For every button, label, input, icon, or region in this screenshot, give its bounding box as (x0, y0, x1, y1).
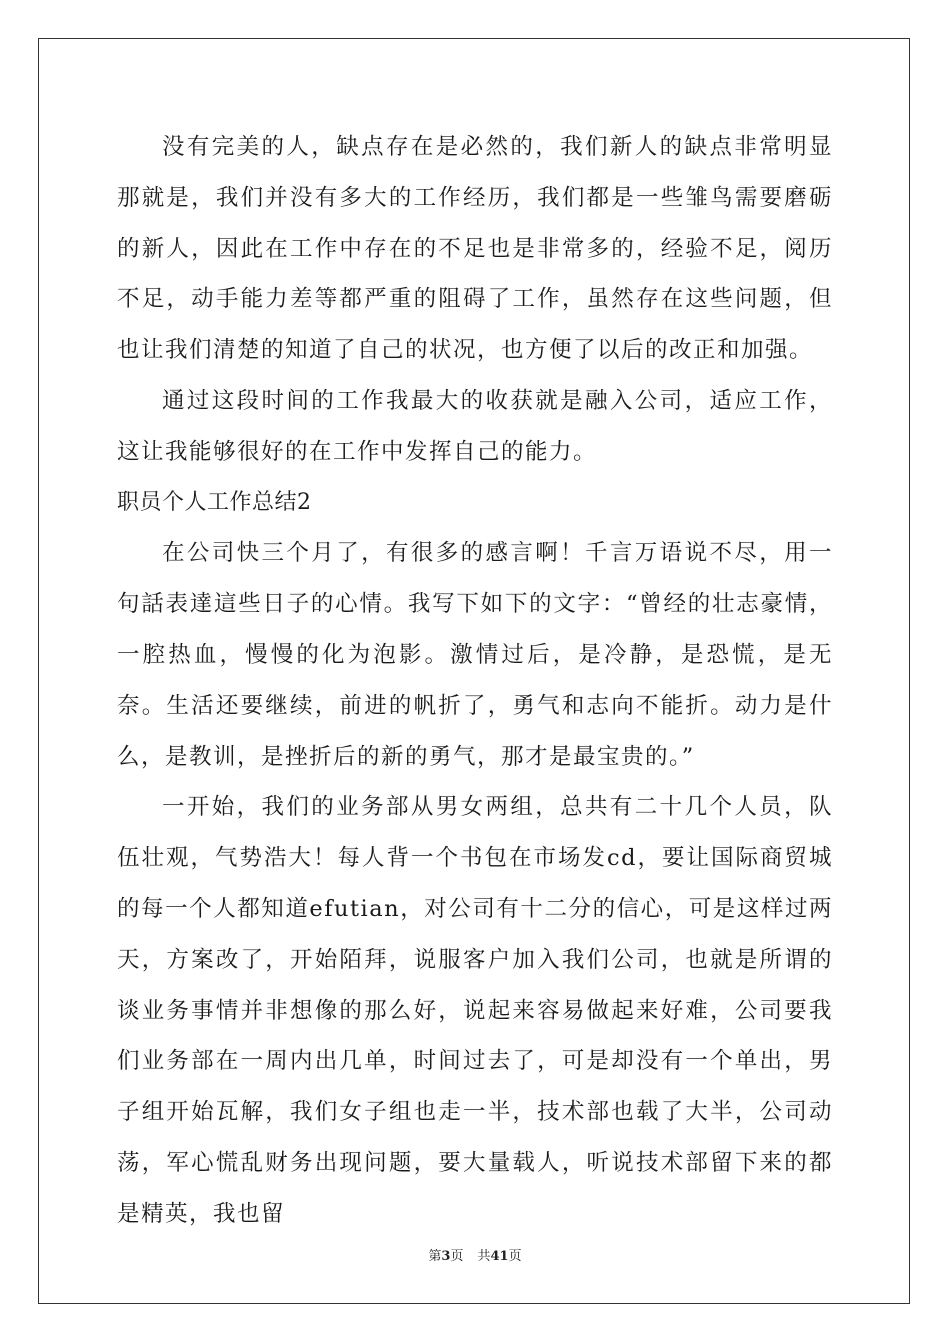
total-pages: 41 (490, 1249, 509, 1264)
page-prefix: 第 (428, 1249, 442, 1264)
page-footer (0, 1245, 950, 1264)
section-heading: 职员个人工作总结2 (117, 489, 312, 515)
page-number: 3 (441, 1249, 451, 1264)
total-prefix: 共 (477, 1249, 491, 1264)
page-suffix: 页 (450, 1249, 464, 1264)
paragraph-1: 没有完美的人，缺点存在是必然的，我们新人的缺点非常明显那就是，我们并没有多大的工作经历，我们都是一些雏鸟需要磨砺的新人，因此在工作中存在的不足也是非常多的，经验不足，阅历不足，动手能力差等都严重的阻碍了工作，虽然存在这些问题，但也让我们清楚的知道了自己的状况，也方便了以后的改正和加强。 (117, 134, 833, 364)
total-suffix: 页 (508, 1249, 522, 1264)
paragraph-3: 在公司快三个月了，有很多的感言啊！千言万语说不尽，用一句話表達這些日子的心情。我写下如下的文字：“曾经的壮志豪情，一腔热血，慢慢的化为泡影。激情过后，是冷静，是恐慌，是无奈。生活还要继续，前进的帆折了，勇气和志向不能折。动力是什么，是教训，是挫折后的新的勇气，那才是最宝贵的。” (117, 540, 833, 770)
paragraph-2: 通过这段时间的工作我最大的收获就是融入公司，适应工作，这让我能够很好的在工作中发挥自己的能力。 (117, 387, 833, 465)
document-body (117, 122, 833, 1240)
paragraph-4: 一开始，我们的业务部从男女两组，总共有二十几个人员，队伍壮观，气势浩大！每人背一个书包在市场发cd，要让国际商贸城的每一个人都知道efutian，对公司有十二分的信心，可是这样过两天，方案改了，开始陌拜，说服客户加入我们公司，也就是所谓的谈业务事情并非想像的那么好，说起来容易做起来好难，公司要我们业务部在一周内出几单，时间过去了，可是却没有一个单出，男子组开始瓦解，我们女子组也走一半，技术部也载了大半，公司动荡，军心慌乱财务出现问题，要大量载人，听说技术部留下来的都是精英，我也留 (117, 794, 833, 1227)
